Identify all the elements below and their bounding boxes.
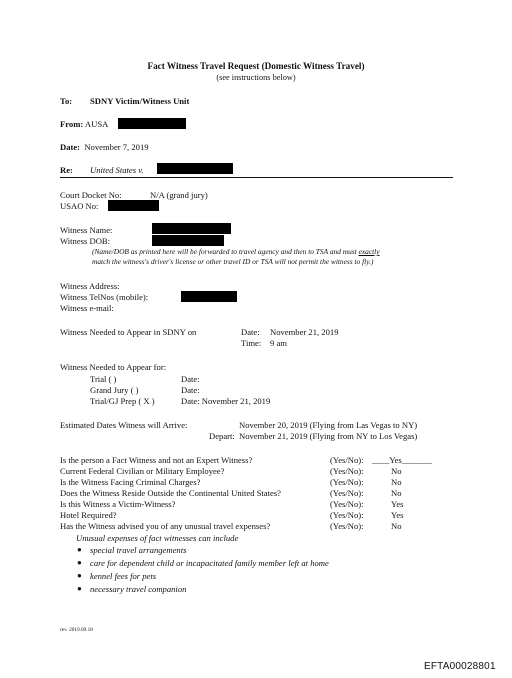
yes-no-label: (Yes/No): [330,521,364,531]
date-value: November 7, 2019 [84,142,149,152]
yes-no-label: (Yes/No): [330,477,364,487]
trial-date-label: Date: [181,374,200,384]
question-text: Does the Witness Reside Outside the Continental United States? [60,488,281,498]
appear-date-value: November 21, 2019 [270,327,339,337]
redaction-box [118,118,186,129]
prep-date: Date: November 21, 2019 [181,396,271,406]
witness-id-note-1: (Name/DOB as printed here will be forwarded to travel agency and then to TSA and must exactly [92,247,380,256]
answer-value: ____Yes_______ [372,455,432,465]
form-subtitle: (see instructions below) [216,73,296,82]
depart-label: Depart: [209,431,235,441]
appear-time-value: 9 am [270,338,287,348]
witness-name-label: Witness Name: [60,225,113,235]
trial-option: Trial ( ) [90,374,117,384]
yes-no-label: (Yes/No): [330,466,364,476]
re-value: United States v. [90,165,144,175]
expense-item: special travel arrangements [90,545,187,555]
grand-jury-date-label: Date: [181,385,200,395]
from-value: AUSA [84,119,109,129]
bullet-icon: ● [77,558,82,567]
question-text: Current Federal Civilian or Military Employee? [60,466,225,476]
answer-value: Yes [391,510,404,520]
question-text: Is this Witness a Victim-Witness? [60,499,176,509]
redaction-box [152,235,224,246]
from-label: From: AUSA [60,119,109,129]
to-label: To: [60,96,73,106]
redaction-box [108,200,159,211]
arrive-value: November 20, 2019 (Flying from Las Vegas to NY) [239,420,418,430]
question-text: Hotel Required? [60,510,117,520]
depart-value: November 21, 2019 (Flying from NY to Los Vegas) [239,431,418,441]
yes-no-label: (Yes/No): [330,510,364,520]
bates-number: EFTA00028801 [424,661,496,672]
witness-id-note-2: match the witness's driver's license or other travel ID or TSA will not permit the witness to fly.) [92,257,374,266]
form-title: Fact Witness Travel Request (Domestic Witness Travel) [147,61,365,71]
yes-no-label: (Yes/No): [330,499,364,509]
revision-note: rev. 2019.09.18 [60,627,93,633]
re-label: Re: [60,165,73,175]
question-text: Has the Witness advised you of any unusual travel expenses? [60,521,271,531]
date-line: Date: November 7, 2019 [60,142,149,152]
yes-no-label: (Yes/No): [330,488,364,498]
bullet-icon: ● [77,545,82,554]
bullet-icon: ● [77,584,82,593]
redaction-box [152,223,231,234]
yes-no-label: (Yes/No): [330,455,364,465]
witness-address-label: Witness Address: [60,281,120,291]
question-text: Is the Witness Facing Criminal Charges? [60,477,201,487]
expense-item: kennel fees for pets [90,571,157,581]
appear-label: Witness Needed to Appear in SDNY on [60,327,197,337]
docket-value: N/A (grand jury) [150,190,208,200]
arrive-label: Estimated Dates Witness will Arrive: [60,420,188,430]
answer-value: No [391,466,402,476]
answer-value: Yes [391,499,404,509]
expenses-heading: Unusual expenses of fact witnesses can include [76,533,239,543]
divider-line [60,177,453,178]
appear-for-label: Witness Needed to Appear for: [60,362,167,372]
witness-tel-label: Witness TelNos (mobile): [60,292,149,302]
expense-item: necessary travel companion [90,584,187,594]
answer-value: No [391,521,402,531]
redaction-box [181,291,237,302]
question-text: Is the person a Fact Witness and not an Expert Witness? [60,455,253,465]
witness-email-label: Witness e-mail: [60,303,114,313]
appear-date-label: Date: [241,327,260,337]
redaction-box [157,163,233,174]
grand-jury-option: Grand Jury ( ) [90,385,139,395]
answer-value: No [391,488,402,498]
usao-label: USAO No: [60,201,99,211]
answer-value: No [391,477,402,487]
witness-dob-label: Witness DOB: [60,236,111,246]
to-value: SDNY Victim/Witness Unit [90,96,190,106]
expense-item: care for dependent child or incapacitated family member left at home [90,558,329,568]
bullet-icon: ● [77,571,82,580]
docket-label: Court Docket No: [60,190,122,200]
prep-option: Trial/GJ Prep ( X ) [90,396,155,406]
appear-time-label: Time: [241,338,262,348]
